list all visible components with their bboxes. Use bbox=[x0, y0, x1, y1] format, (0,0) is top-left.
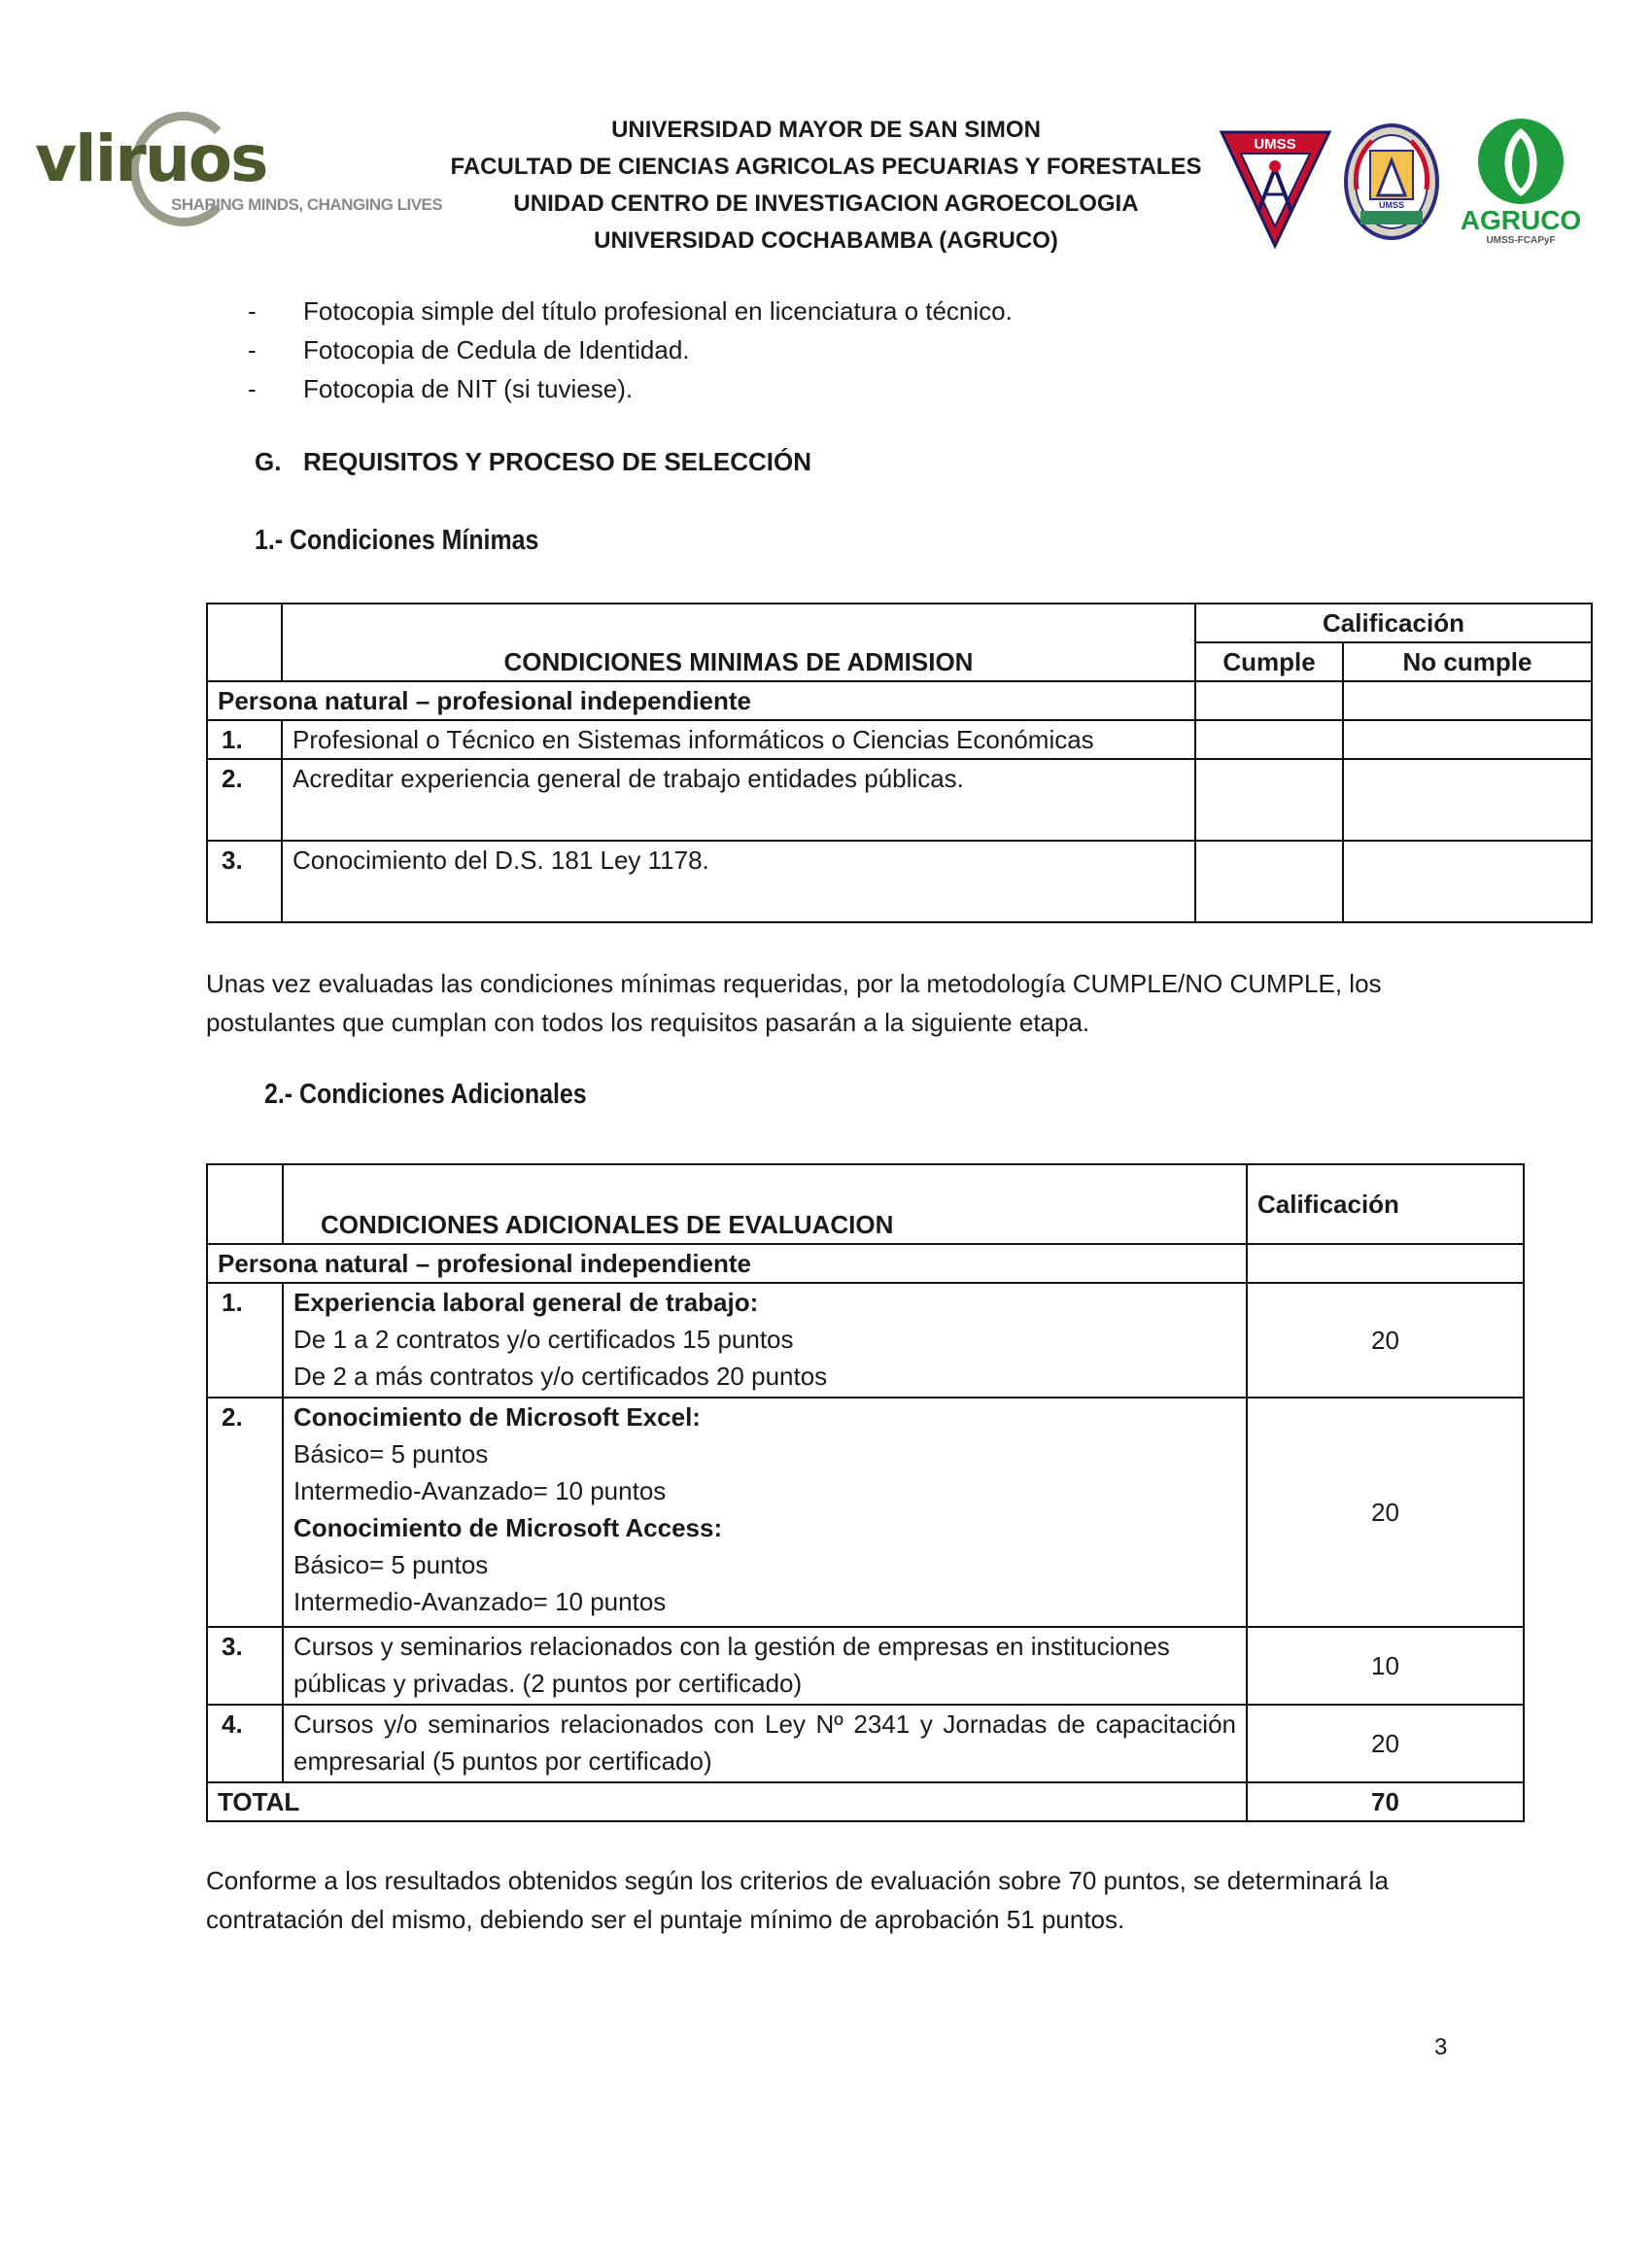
criterion-title: Conocimiento de Microsoft Excel: bbox=[293, 1402, 701, 1432]
score-cell bbox=[1247, 1244, 1524, 1283]
table-row bbox=[207, 1627, 1524, 1705]
list-item bbox=[248, 369, 1013, 408]
institution-header bbox=[428, 112, 1224, 259]
minimas-paragraph: Unas vez evaluadas las condiciones mínimas requeridas, por la metodología CUMPLE/NO CUMPLE, los postulantes que cumplan con todos los requisitos pasarán a la siguiente etapa. bbox=[206, 969, 1382, 1037]
table-row bbox=[207, 1244, 1524, 1283]
umss-shield-logo bbox=[1220, 124, 1331, 251]
table-row bbox=[207, 720, 1592, 759]
row-number: 2. bbox=[207, 1398, 283, 1627]
bullet-dash: - bbox=[248, 374, 257, 403]
criterion-line: De 2 a más contratos y/o certificados 20 puntos bbox=[293, 1362, 828, 1391]
section-g-heading bbox=[255, 447, 811, 477]
total-label: TOTAL bbox=[207, 1782, 1247, 1821]
table-row bbox=[207, 759, 1592, 841]
table-row bbox=[207, 841, 1592, 922]
bullet-text: Fotocopia de Cedula de Identidad. bbox=[303, 335, 690, 364]
cumple-cell bbox=[1195, 759, 1343, 841]
no-cumple-cell bbox=[1343, 759, 1592, 841]
agruco-logo-text: AGRUCO bbox=[1460, 205, 1582, 235]
row-number: 2. bbox=[207, 759, 282, 841]
calificacion-header: Calificación bbox=[1195, 604, 1592, 642]
criterion-line: Básico= 5 puntos bbox=[293, 1550, 489, 1579]
cumple-cell bbox=[1195, 681, 1343, 720]
criterion-title: Conocimiento de Microsoft Access: bbox=[293, 1513, 723, 1542]
section-letter: G. bbox=[255, 447, 282, 476]
bullet-text: Fotocopia simple del título profesional en licenciatura o técnico. bbox=[303, 296, 1013, 326]
page-number: 3 bbox=[1434, 2034, 1448, 2060]
agruco-logo-subtext: UMSS-FCAPyF bbox=[1486, 235, 1556, 246]
umss-logo-text: UMSS bbox=[1254, 136, 1296, 153]
table-row bbox=[207, 1398, 1524, 1627]
calificacion-header: Calificación bbox=[1247, 1164, 1524, 1244]
row-number: 3. bbox=[207, 1627, 283, 1705]
document-bullet-list bbox=[248, 292, 1013, 408]
table-column-header: CONDICIONES ADICIONALES DE EVALUACION bbox=[283, 1164, 1247, 1244]
score-cell: 20 bbox=[1247, 1705, 1524, 1782]
vliruos-tagline: SHARING MINDS, CHANGING LIVES bbox=[171, 195, 443, 214]
row-text: Conocimiento del D.S. 181 Ley 1178. bbox=[282, 841, 1195, 922]
header-line-2: FACULTAD DE CIENCIAS AGRICOLAS PECUARIAS Y FORESTALES bbox=[450, 154, 1202, 180]
bullet-dash: - bbox=[248, 335, 257, 364]
row-text bbox=[283, 1283, 1247, 1398]
row-text: Acreditar experiencia general de trabajo entidades públicas. bbox=[282, 759, 1195, 841]
no-cumple-cell bbox=[1343, 841, 1592, 922]
vliruos-logo bbox=[35, 102, 443, 228]
header-line-1: UNIVERSIDAD MAYOR DE SAN SIMON bbox=[611, 117, 1041, 143]
table-row bbox=[207, 1283, 1524, 1398]
cumple-header: Cumple bbox=[1195, 642, 1343, 681]
no-cumple-cell bbox=[1343, 720, 1592, 759]
criterion-line: Intermedio-Avanzado= 10 puntos bbox=[293, 1476, 667, 1505]
condiciones-adicionales-heading: 2.- Condiciones Adicionales bbox=[264, 1079, 587, 1110]
table-row bbox=[207, 681, 1592, 720]
row-number: 1. bbox=[207, 1283, 283, 1398]
bullet-text: Fotocopia de NIT (si tuviese). bbox=[303, 374, 634, 403]
row-text: Profesional o Técnico en Sistemas informáticos o Ciencias Económicas bbox=[282, 720, 1195, 759]
total-value: 70 bbox=[1247, 1782, 1524, 1821]
adicionales-paragraph: Conforme a los resultados obtenidos según los criterios de evaluación sobre 70 puntos, se determinará la contratación del mismo, debiendo ser el puntaje mínimo de aprobación 51 puntos. bbox=[206, 1866, 1389, 1934]
section-title: REQUISITOS Y PROCESO DE SELECCIÓN bbox=[303, 447, 812, 476]
agruco-logo bbox=[1453, 115, 1589, 246]
row-text: Cursos y seminarios relacionados con la gestión de empresas en instituciones públicas y privadas. (2 puntos por certificado) bbox=[283, 1627, 1247, 1705]
cumple-cell bbox=[1195, 841, 1343, 922]
table-row bbox=[207, 1705, 1524, 1782]
condiciones-minimas-table bbox=[206, 603, 1593, 923]
no-cumple-header: No cumple bbox=[1343, 642, 1592, 681]
condiciones-minimas-heading: 1.- Condiciones Mínimas bbox=[255, 525, 539, 556]
faculty-seal-logo bbox=[1343, 121, 1440, 243]
row-text bbox=[283, 1398, 1247, 1627]
list-item bbox=[248, 330, 1013, 369]
table-corner-cell bbox=[207, 604, 282, 681]
row-number: 3. bbox=[207, 841, 282, 922]
score-cell: 20 bbox=[1247, 1283, 1524, 1398]
score-cell: 20 bbox=[1247, 1398, 1524, 1627]
row-text: Cursos y/o seminarios relacionados con Ley Nº 2341 y Jornadas de capacitación empresarial (5 puntos por certificado) bbox=[283, 1705, 1247, 1782]
criterion-line: De 1 a 2 contratos y/o certificados 15 puntos bbox=[293, 1325, 794, 1354]
criterion-line: Intermedio-Avanzado= 10 puntos bbox=[293, 1587, 667, 1616]
criterion-title: Experiencia laboral general de trabajo: bbox=[293, 1288, 759, 1317]
bullet-dash: - bbox=[248, 296, 257, 326]
condiciones-adicionales-table bbox=[206, 1163, 1525, 1822]
score-cell: 10 bbox=[1247, 1627, 1524, 1705]
group-label: Persona natural – profesional independiente bbox=[207, 1244, 1247, 1283]
cumple-cell bbox=[1195, 720, 1343, 759]
table-column-header: CONDICIONES MINIMAS DE ADMISION bbox=[282, 604, 1195, 681]
vliruos-logo-text: vliruos bbox=[35, 121, 267, 196]
no-cumple-cell bbox=[1343, 681, 1592, 720]
table-corner-cell bbox=[207, 1164, 283, 1244]
seal-logo-text: UMSS bbox=[1378, 200, 1405, 210]
criterion-line: Básico= 5 puntos bbox=[293, 1439, 489, 1468]
header-line-3: UNIDAD CENTRO DE INVESTIGACION AGROECOLOGIA bbox=[513, 190, 1139, 217]
group-label: Persona natural – profesional independiente bbox=[207, 681, 1195, 720]
row-number: 1. bbox=[207, 720, 282, 759]
table-row bbox=[207, 1782, 1524, 1821]
list-item bbox=[248, 292, 1013, 330]
header-line-4: UNIVERSIDAD COCHABAMBA (AGRUCO) bbox=[594, 227, 1058, 254]
row-number: 4. bbox=[207, 1705, 283, 1782]
